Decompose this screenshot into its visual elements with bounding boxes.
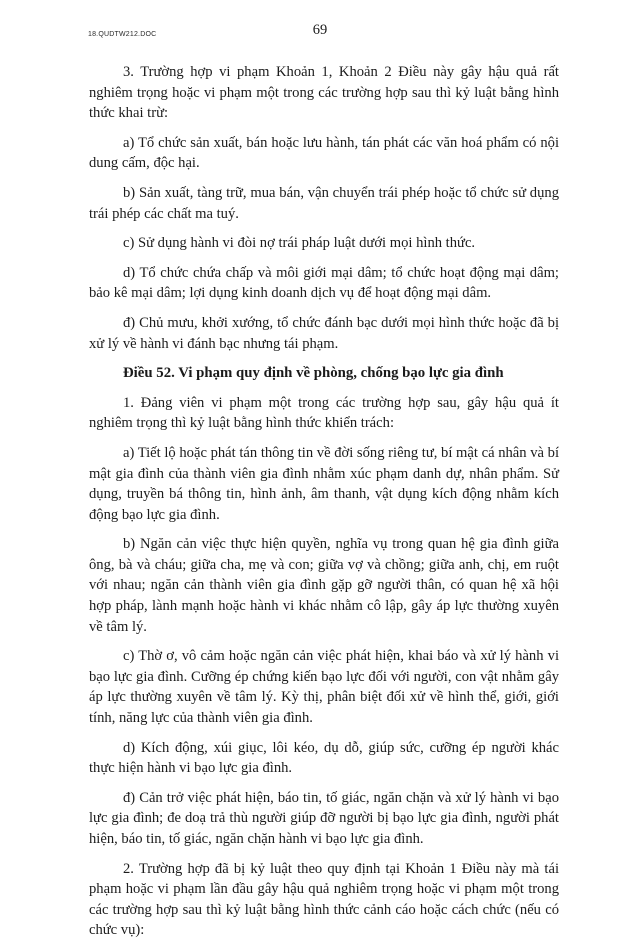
paragraph-item-a: a) Tổ chức sản xuất, bán hoặc lưu hành, tán phát các văn hoá phẩm có nội dung cấm, độc hại.	[89, 134, 559, 172]
article-52-heading: Điều 52. Vi phạm quy định về phòng, chống bạo lực gia đình	[123, 365, 504, 382]
document-body	[89, 62, 559, 950]
paragraph-article-52-item-a: a) Tiết lộ hoặc phát tán thông tin về đời sống riêng tư, bí mật cá nhân và bí mật gia đình của thành viên gia đình nhằm xúc phạm danh dự, nhân phẩm. Sử dụng, truyền bá thông tin, hình ảnh, âm thanh, vật dụng kích động nhằm kích động bạo lực gia đình.	[89, 444, 559, 523]
paragraph-item-d: d) Tổ chức chứa chấp và môi giới mại dâm; tổ chức hoạt động mại dâm; bảo kê mại dâm; lợi dụng kinh doanh dịch vụ để hoạt động mại dâm.	[89, 264, 559, 302]
paragraph-article-52-item-b: b) Ngăn cản việc thực hiện quyền, nghĩa vụ trong quan hệ gia đình giữa ông, bà và cháu; giữa cha, mẹ và con; giữa vợ và chồng; giữa anh, chị, em ruột với nhau; ngăn cản thành viên gia đình gặp gỡ người thân, có quan hệ xã hội hợp pháp, lành mạnh hoặc hành vi khác nhằm cô lập, gây áp lực thường xuyên về tâm lý.	[89, 536, 559, 635]
page-number: 69	[312, 22, 328, 38]
paragraph-item-c: c) Sử dụng hành vi đòi nợ trái pháp luật dưới mọi hình thức.	[123, 235, 476, 252]
paragraph-article-52-clause-2: 2. Trường hợp đã bị kỷ luật theo quy định tại Khoản 1 Điều này mà tái phạm hoặc vi phạm lần đầu gây hậu quả nghiêm trọng hoặc vi phạm một trong các trường hợp sau thì kỷ luật bằng hình thức cảnh cáo hoặc cách chức (nếu có chức vụ):	[89, 860, 559, 939]
paragraph-item-b: b) Sản xuất, tàng trữ, mua bán, vận chuyển trái phép hoặc tổ chức sử dụng trái phép các chất ma tuý.	[89, 184, 559, 222]
paragraph-article-52-item-c: c) Thờ ơ, vô cảm hoặc ngăn cản việc phát hiện, khai báo và xử lý hành vi bạo lực gia đình. Cưỡng ép chứng kiến bạo lực đối với người, con vật nhằm gây áp lực thường xuyên về tâm lý. Kỳ thị, phân biệt đối xử về hình thể, giới, giới tính, năng lực của thành viên gia đình.	[89, 648, 559, 727]
paragraph-item-dd: đ) Chủ mưu, khởi xướng, tổ chức đánh bạc dưới mọi hình thức hoặc đã bị xử lý về hành vi đánh bạc nhưng tái phạm.	[89, 314, 559, 352]
paragraph-clause-3: 3. Trường hợp vi phạm Khoản 1, Khoản 2 Điều này gây hậu quả rất nghiêm trọng hoặc vi phạm một trong các trường hợp sau thì kỷ luật bằng hình thức khai trừ:	[89, 64, 559, 122]
paragraph-article-52-item-dd: đ) Cản trở việc phát hiện, báo tin, tố giác, ngăn chặn và xử lý hành vi bạo lực gia đình; đe doạ trả thù người giúp đỡ người bị bạo lực gia đình, người phát hiện, báo tin, tố giác, ngăn chặn hành vi bạo lực gia đình.	[89, 789, 559, 847]
document-code: 18.QUDTW212.DOC	[88, 31, 157, 38]
paragraph-article-52-item-d: d) Kích động, xúi giục, lôi kéo, dụ dỗ, giúp sức, cưỡng ép người khác thực hiện hành vi bạo lực gia đình.	[89, 739, 559, 777]
paragraph-article-52-clause-1: 1. Đảng viên vi phạm một trong các trường hợp sau, gây hậu quả ít nghiêm trọng thì kỷ luật bằng hình thức khiển trách:	[89, 394, 559, 432]
